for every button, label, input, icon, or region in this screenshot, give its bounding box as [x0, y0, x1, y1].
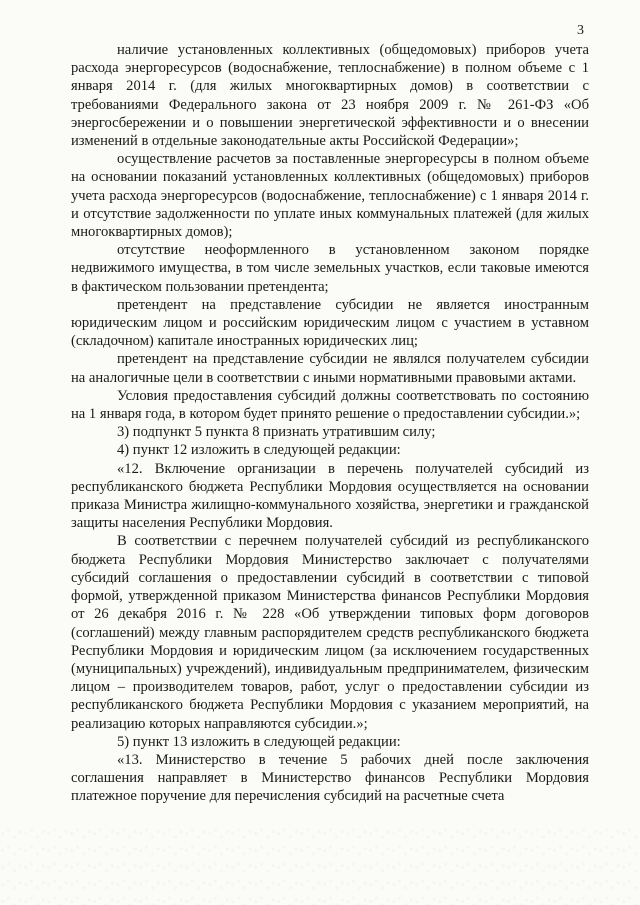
- list-item-3: 3) подпункт 5 пункта 8 признать утратившим силу;: [117, 424, 436, 441]
- paragraph-payment-settlement: осуществление расчетов за поставленные энергоресурсы в полном объеме на основании показаний установленных коллективных (общедомовых) приборов учета расхода энергоресурсов (водоснабжение, теплоснабжение) с 1 января 2014 г. и отсутствие задолженности по уплате иных коммунальных платежей (для жилых многоквартирных домов);: [71, 151, 589, 241]
- document-body: [71, 41, 589, 806]
- paragraph-conditions-date: Условия предоставления субсидий должны соответствовать по состоянию на 1 января года, в котором будет принято решение о предоставлении субсидии.»;: [71, 387, 589, 423]
- paragraph-clause-12: «12. Включение организации в перечень получателей субсидий из республиканского бюджета Республики Мордовия осуществляется на основании приказа Министра жилищно-коммунального хозяйства, энергетики и гражданской защиты населения Республики Мордовия.: [71, 460, 589, 532]
- paragraph-property-registration: отсутствие неоформленного в установленном законом порядке недвижимого имущества, в том числе земельных участков, если таковые имеются в фактическом пользовании претендента;: [71, 242, 589, 295]
- list-item-5: 5) пункт 13 изложить в следующей редакции:: [117, 733, 401, 750]
- page-number: 3: [577, 23, 584, 38]
- scan-noise: [0, 825, 640, 905]
- paragraph-agreements: В соответствии с перечнем получателей субсидий из республиканского бюджета Республики Мордовия Министерство заключает с получателями субсидий соглашения о предоставлении субсидий в соответствии с типовой формой, утвержденной приказом Министерства финансов Республики Мордовия от 26 декабря 2016 г. № 228 «Об утверждении типовых форм договоров (соглашений) между главным распорядителем средств республиканского бюджета Республики Мордовия и юридическим лицом (за исключением государственных (муниципальных) учреждений), индивидуальным предпринимателем, физическим лицом – производителем товаров, работ, услуг о предоставлении субсидии из республиканского бюджета Республики Мордовия с указанием мероприятий, на реализацию которых направляются субсидии.»;: [71, 533, 589, 732]
- paragraph-clause-13: «13. Министерство в течение 5 рабочих дней после заключения соглашения направляет в Министерство финансов Республики Мордовия платежное поручение для перечисления субсидий на расчетные счета: [71, 751, 589, 805]
- paragraph-foreign-entity: претендент на представление субсидии не является иностранным юридическим лицом и российским юридическим лицом с участием в уставном (складочном) капитале иностранных юридических лиц;: [71, 296, 589, 350]
- paragraph-prior-subsidy: претендент на представление субсидии не являлся получателем субсидии на аналогичные цели в соответствии с иными нормативными правовыми актами.: [71, 351, 589, 386]
- list-item-4: 4) пункт 12 изложить в следующей редакции:: [117, 442, 401, 459]
- paragraph-meter-requirement: наличие установленных коллективных (общедомовых) приборов учета расхода энергоресурсов (водоснабжение, теплоснабжение) в полном объеме с 1 января 2014 г. (для жилых многоквартирных домов) в соответствии с требованиями Федерального закона от 23 ноября 2009 г. № 261-ФЗ «Об энергосбережении и о повышении энергетической эффективности и о внесении изменений в отдельные законодательные акты Российской Федерации»;: [71, 42, 589, 150]
